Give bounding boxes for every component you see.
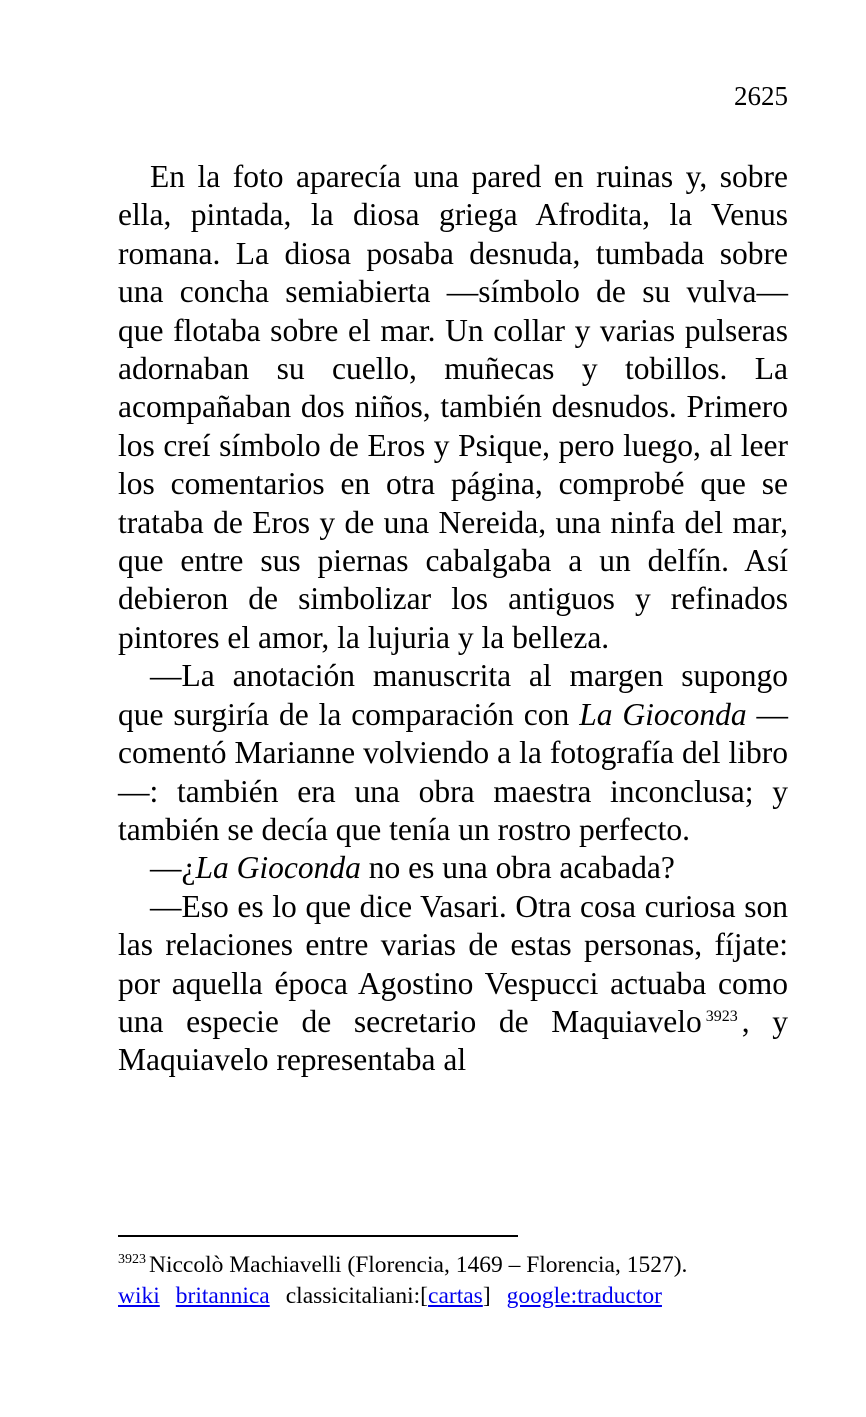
cartas-link[interactable]: cartas <box>428 1283 483 1309</box>
paragraph-2-text-a: —La anotación manuscrita al margen supongo que surgiría de la comparación con <box>118 658 788 732</box>
classicitaliani-prefix: classicitaliani:[ <box>285 1283 429 1309</box>
footnote-line <box>118 1250 798 1281</box>
footnote-links <box>118 1281 798 1312</box>
paragraph-4 <box>118 888 788 1080</box>
paragraph-2-text-b: —comentó Marianne volviendo a la fotografía del libro—: también era una obra maestra inconclusa; y también se decía que tenía un rostro perfecto. <box>118 696 788 847</box>
paragraph-3 <box>118 849 788 887</box>
body-text <box>118 158 788 1080</box>
paragraph-3-text-a: —¿ <box>150 850 196 886</box>
google-traductor-link[interactable]: google:traductor <box>506 1283 662 1309</box>
footnote-text: Niccolò Machiavelli (Florencia, 1469 – Florencia, 1527). <box>149 1252 688 1278</box>
paragraph-4-text-a: —Eso es lo que dice Vasari. Otra cosa curiosa son las relaciones entre varias de estas personas, fíjate: por aquella época Agostino Vespucci actuaba como una especie de secretario de Maquiavelo <box>118 888 788 1039</box>
paragraph-3-italic-title: La Gioconda <box>195 850 361 886</box>
wiki-link[interactable]: wiki <box>118 1283 160 1309</box>
paragraph-1: En la foto aparecía una pared en ruinas y, sobre ella, pintada, la diosa griega Afrodita, la Venus romana. La diosa posaba desnuda, tumbada sobre una concha semiabierta —símbolo de su vulva— que flotaba sobre el mar. Un collar y varias pulseras adornaban su cuello, muñecas y tobillos. La acompañaban dos niños, también desnudos. Primero los creí símbolo de Eros y Psique, pero luego, al leer los comentarios en otra página, comprobé que se trataba de Eros y de una Nereida, una ninfa del mar, que entre sus piernas cabalgaba a un delfín. Así debieron de simbolizar los antiguos y refinados pintores el amor, la lujuria y la belleza. <box>118 159 788 655</box>
britannica-link[interactable]: britannica <box>175 1283 270 1309</box>
paragraph-2-italic-title: La Gioconda <box>579 696 747 732</box>
paragraph-4-text-b: , y Maquiavelo representaba al <box>118 1003 788 1078</box>
footnote-divider <box>118 1235 518 1237</box>
footnote-reference[interactable]: 3923 <box>705 1007 738 1025</box>
page-number: 2625 <box>734 81 788 111</box>
footnote-number: 3923 <box>118 1252 146 1267</box>
paragraph-2 <box>118 657 788 849</box>
classicitaliani-suffix: ] <box>482 1283 491 1309</box>
footnote <box>118 1250 798 1312</box>
paragraph-3-text-b: no es una obra acabada? <box>360 850 675 886</box>
